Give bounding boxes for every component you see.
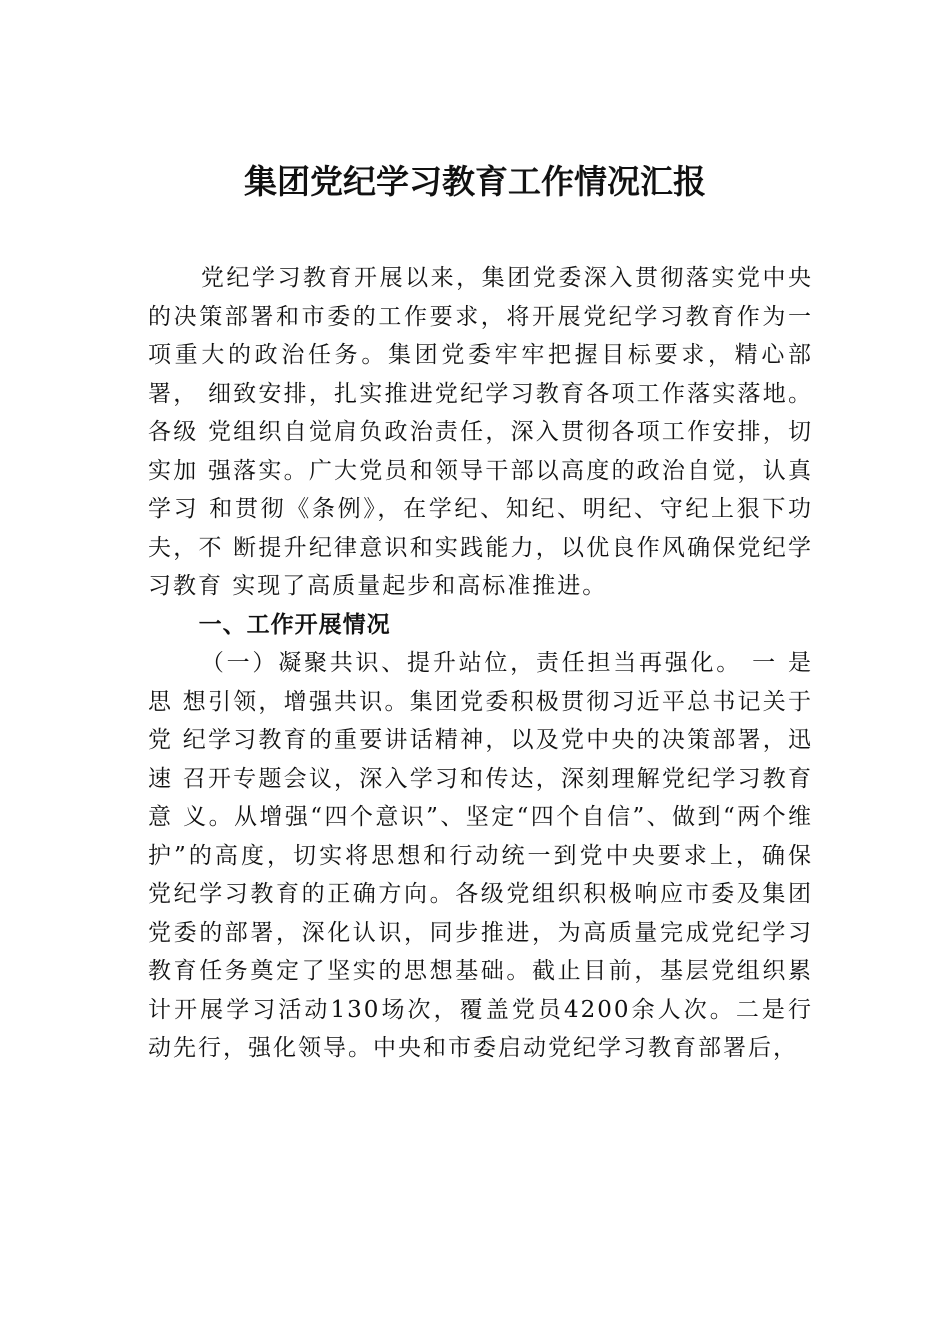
intro-paragraph: 党纪学习教育开展以来，集团党委深入贯彻落实党中央的决策部署和市委的工作要求，将开展党纪学习教育作为一项重大的政治任务。集团党委牢牢把握目标要求，精心部署， 细致安排，扎实推进党纪学习教育各项工作落实落地。各级 党组织自觉肩负政治责任，深入贯彻各项工作安排，切实加 强落实。广大党员和领导干部以高度的政治自觉，认真学习 和贯彻《条例》，在学纪、知纪、明纪、守纪上狠下功夫，不 断提升纪律意识和实践能力，以优良作风确保党纪学习教育 实现了高质量起步和高标准推进。 — [148, 265, 813, 599]
section-paragraph: （一）凝聚共识、提升站位，责任担当再强化。 一 是思 想引领，增强共识。集团党委积极贯彻习近平总书记关于党 纪学习教育的重要讲话精神，以及党中央的决策部署，迅速 召开专题会议，深入学习和传达，深刻理解党纪学习教育意 义。从增强“四个意识”、坚定“四个自信”、做到“两个维 护”的高度，切实将思想和行动统一到党中央要求上，确保 党纪学习教育的正确方向。各级党组织积极响应市委及集团 党委的部署，深化认识，同步推进，为高质量完成党纪学习 教育任务奠定了坚实的思想基础。截止目前，基层党组织累 计开展学习活动130场次，覆盖党员4200余人次。二是行 动先行，强化领导。中央和市委启动党纪学习教育部署后， — [148, 650, 813, 1061]
document-body — [148, 259, 813, 1068]
document-title: 集团党纪学习教育工作情况汇报 — [244, 162, 706, 201]
section-heading: 一、工作开展情况 — [198, 611, 391, 638]
